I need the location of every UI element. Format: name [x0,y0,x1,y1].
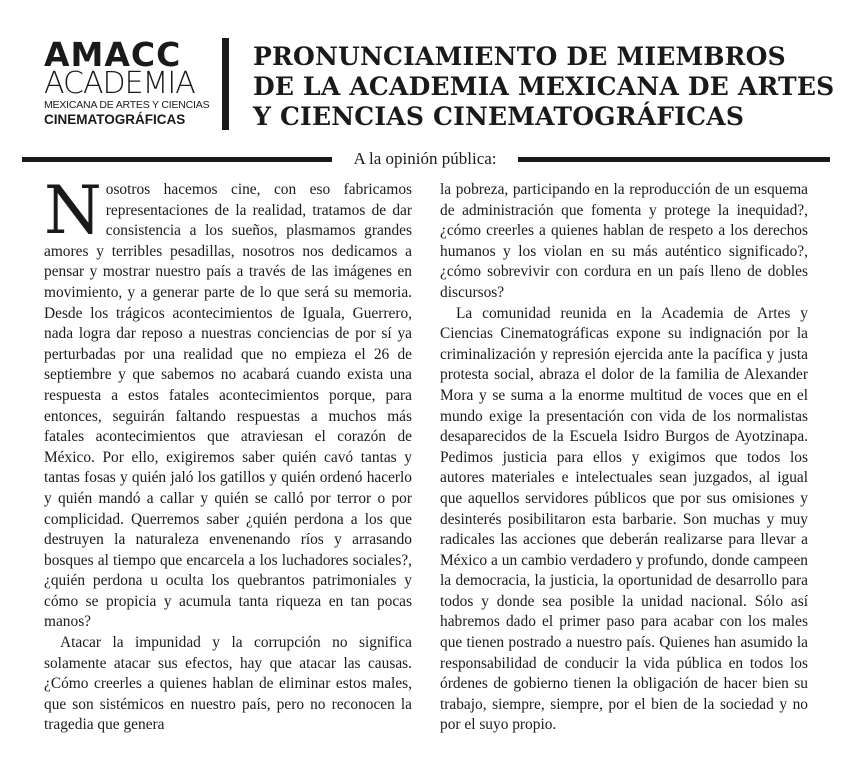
paragraph-2-end: la pobreza, participando en la reproducción de un esquema de administración que fomenta y protege la inequidad?, ¿cómo creerles a quienes hablan de respeto a los derechos humanos y los violan en su más auténtico significado?, ¿cómo sobrevivir con cordura en un país lleno de dobles discursos? [440,181,808,301]
page-title [253,42,833,132]
paragraph-2-start: Atacar la impunidad y la corrupción no significa solamente atacar sus efectos, hay que atacar las causas. ¿Cómo creerles a quienes hablan de eliminar estos males, que son sistémicos en nuestro país, pero no reconocen la tragedia que genera [44,634,412,734]
title-line-2: DE LA ACADEMIA MEXICANA DE ARTES [253,72,835,101]
paragraph-1-text: osotros hacemos cine, con eso fabricamos representaciones de la realidad, tratamos de dar consistencia a los sueños, plasmamos grandes amores y terribles pesadillas, nosotros nos dedicamos a pensar y mostrar nuestro país a través de las imágenes en movimiento, y a generar parte de lo que será su memoria. Desde los trágicos acontecimientos de Iguala, Guerrero, nada logra dar reposo a nuestras conciencias de por sí ya perturbadas por una realidad que no empieza el 26 de septiembre y que sabemos no acabará cuando exista una respuesta a estos fatales acontecimientos porque, para entonces, seguirán faltando respuestas a muchos más fatales acontecimientos que atraviesan el corazón de México. Por ello, exigiremos saber quién cavó tantas y tantas fosas y quién jaló los gatillos y quién ordenó hacerlo y quién mandó a callar y quién se calló por terror o por complicidad. Querremos saber ¿quién perdona a los que destruyen la naturaleza envenenando ríos y arrasando bosques al tiempo que encarcela a los luchadores sociales?, ¿quién perdona u oculta los quebrantos patrimoniales y cómo se propicia y acumula tanta riqueza en tan pocas manos? [44,181,412,631]
logo-academia: ACADEMIA [44,66,195,101]
drop-cap: N [44,172,102,249]
logo-mexicana: MEXICANA DE ARTES Y CIENCIAS [44,99,210,111]
header-divider [222,38,229,130]
amacc-logo [44,35,210,127]
paragraph-1 [44,172,412,633]
text-column-right [440,180,808,736]
logo-cinematograficas: CINEMATOGRÁFICAS [44,112,186,127]
text-column-left [44,172,412,736]
subtitle: A la opinión pública: [353,149,497,168]
rule-left [22,157,332,162]
logo-amacc: AMACC [44,35,182,74]
paragraph-3: La comunidad reunida en la Academia de Artes y Ciencias Cinematográficas expone su indignación por la criminalización y represión ejercida ante la pacífica y justa protesta social, abraza el dolor de la familia de Alexander Mora y se suma a la enorme multitud de voces que en el mundo exige la presentación con vida de los normalistas desaparecidos de la Escuela Isidro Burgos de Ayotzinapa. Pedimos justicia para ellos y exigimos que todos los autores materiales e intelectuales sean juzgados, al igual que aquellos servidores públicos que por sus omisiones y desinterés posibilitaron esta barbarie. Son muchas y muy radicales las acciones que deberán realizarse para llevar a México a un cambio verdadero y profundo, donde campeen la democracia, la justicia, la oportunidad de desarrollo para todos y donde sea posible la unidad nacional. Sólo así habremos dado el primer paso para acabar con los males que tienen postrado a nuestro país. Quienes han asumido la responsabilidad de conducir la vida pública en todos los órdenes de gobierno tienen la obligación de hacer bien su trabajo, siempre, siempre, por el bien de la sociedad y no por el suyo propio. [440,304,808,734]
rule-right [518,157,830,162]
title-line-1: PRONUNCIAMIENTO DE MIEMBROS [253,42,786,71]
title-line-3: Y CIENCIAS CINEMATOGRÁFICAS [253,102,745,131]
